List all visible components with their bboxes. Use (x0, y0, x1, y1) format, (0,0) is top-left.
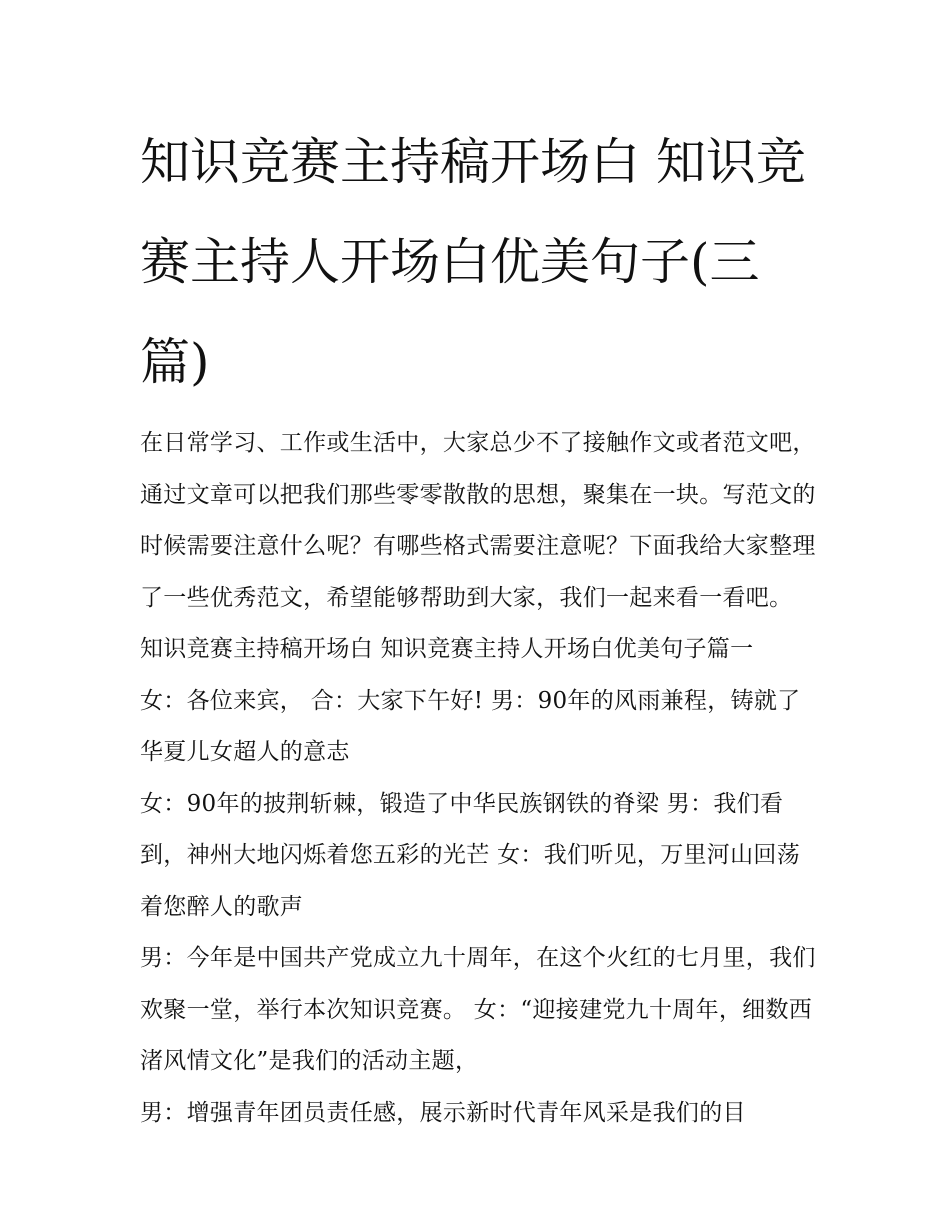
paragraph-section-heading: 知识竞赛主持稿开场白 知识竞赛主持人开场白优美句子篇一 (140, 636, 754, 662)
paragraph-dialogue-4: 男：增强青年团员责任感，展示新时代青年风采是我们的目 (140, 1099, 746, 1126)
paragraph-intro: 在日常学习、工作或生活中，大家总少不了接触作文或者范文吧，通过文章可以把我们那些零零散散的思想，聚集在一块。写范文的时候需要注意什么呢？有哪些格式需要注意呢？下面我给大家整理了一些优秀范文，希望能够帮助到大家，我们一起来看一看吧。 (140, 430, 816, 611)
paragraph-dialogue-2: 女：90年的披荆斩棘，锻造了中华民族钢铁的脊梁 男：我们看到，神州大地闪烁着您五彩的光芒 女：我们听见，万里河山回荡着您醉人的歌声 (140, 790, 801, 920)
document-title: 知识竞赛主持稿开场白 知识竞赛主持人开场白优美句子(三篇) (140, 133, 806, 391)
document-page (140, 112, 820, 1139)
paragraph-dialogue-3: 男：今年是中国共产党成立九十周年，在这个火红的七月里，我们欢聚一堂，举行本次知识竞赛。 女：“迎接建党九十周年，细数西渚风情文化”是我们的活动主题， (140, 945, 816, 1074)
document-body (140, 418, 820, 1139)
paragraph-dialogue-1: 女：各位来宾， 合：大家下午好! 男：90年的风雨兼程，铸就了华夏儿女超人的意志 (140, 687, 801, 765)
